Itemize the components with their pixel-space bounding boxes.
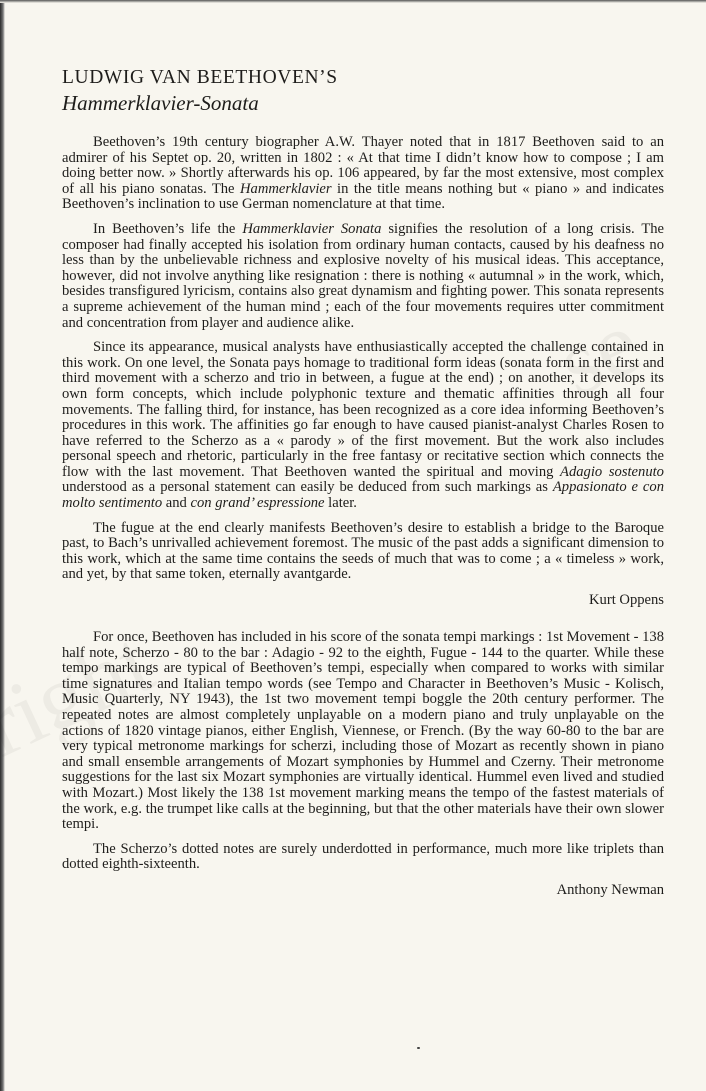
text-run: later.	[324, 495, 357, 512]
italic-run: Appasionato e con molto sentimento	[62, 479, 664, 512]
scan-edge-left	[0, 0, 5, 1091]
essay-newman	[62, 630, 664, 898]
paragraph	[62, 521, 664, 583]
author-signature-oppens: Kurt Oppens	[589, 592, 664, 609]
text-run: Beethoven’s 19th century biographer A.W. Thayer noted that in 1817 Beethoven said to an admirer of his Septet op. 20, written in 1802 : « At that time I didn’t know how to compose ; I am doing better now. » Shortly afterwards his op. 106 appeared, by far the most extensive, most complex of all his piano sonatas. The	[62, 134, 664, 197]
text-run: in the title means nothing but « piano » and indicates Beethoven’s inclination to use German nomenclature at that time.	[62, 180, 665, 213]
page-speck	[417, 1047, 420, 1049]
text-run: understood as a personal statement can easily be deduced from such markings as	[62, 479, 553, 496]
text-run: The fugue at the end clearly manifests Beethoven’s desire to establish a bridge to the Baroque past, to Bach’s unrivalled achievement foremost. The music of the past adds a significant dimension to this work, which at the same time contains the seeds of much that was to come ; a « timeless » work, and yet, by that same token, eternally avantgarde.	[62, 519, 664, 583]
italic-run: Hammerklavier Sonata	[242, 220, 382, 237]
text-run: For once, Beethoven has included in his score of the sonata tempi markings : 1st Movement - 138 half note, Scherzo - 80 to the bar : Adagio - 92 to the eighth, Fugue - 144 to the quarter. While these tempo markings are typical of Beethoven’s tempi, especially when compared to works with similar time signatures and Italian tempo words (see Tempo and Character in Beethoven’s Music - Kolisch, Music Quarterly, NY 1943), the 1st two movement tempi boggle the 20th century performer. The repeated notes are almost completely unplayable on a modern piano and truly unplayable on the actions of 1820 vintage pianos, either English, Viennese, or French. (By the way 60-80 to the bar are very typical metronome markings for scherzi, including those of Mozart as recently shown in piano and small ensemble arrangements of Mozart symphonies by Hummel and Czerny. Their metronome suggestions for the last six Mozart symphonies are virtually identical. Hummel even lived and studied with Mozart.) Most likely the 138 1st movement marking means the tempo of the fastest materials of the work, e.g. the trumpet like calls at the beginning, but that the other materials have their own slower tempi.	[62, 629, 664, 833]
italic-run: con grand’ espressione	[190, 495, 325, 512]
paragraph	[62, 630, 664, 833]
paragraph	[62, 135, 664, 213]
liner-notes-page	[62, 66, 664, 898]
paragraph	[62, 842, 664, 873]
text-run: and	[162, 495, 191, 512]
author-signature-newman: Anthony Newman	[556, 881, 664, 898]
article-heading: LUDWIG VAN BEETHOVEN’S	[62, 67, 338, 88]
paragraph	[62, 340, 664, 512]
scan-edge-top	[0, 0, 706, 3]
italic-run: Adagio sostenuto	[560, 463, 664, 480]
text-run: signifies the resolution of a long crisis. The composer had finally accepted his isolation from ordinary human contacts, caused by his deafness no less than by the unbelievable richness and explosive novelty of his musical ideas. This acceptance, however, did not involve anything like resignation : there is nothing « autumnal » in the work, which, besides transfigured lyricism, contains also great dynamism and fighting power. This sonata represents a supreme achievement of the human mind ; each of the four movements requires utter commitment and concentration from player and audience alike.	[62, 220, 665, 331]
essay-oppens	[62, 135, 664, 608]
text-run: In Beethoven’s life the	[93, 220, 243, 237]
text-run: The Scherzo’s dotted notes are surely underdotted in performance, much more like triplets than dotted eighth-sixteenth.	[62, 840, 664, 873]
italic-run: Hammerklavier	[240, 180, 332, 197]
article-subtitle: Hammerklavier-Sonata	[62, 91, 259, 115]
text-run: Since its appearance, musical analysts have enthusiastically accepted the challenge contained in this work. On one level, the Sonata pays homage to traditional form ideas (sonata form in the first and third movement with a scherzo and trio in between, a fugue at the end) ; on another, it develops its own form concepts, which include polyphonic texture and thematic affinities through all four movements. The falling third, for instance, has been recognized as a core idea informing Beethoven’s procedures in this work. The affinities go far enough to have caused pianist-analyst Charles Rosen to have referred to the Scherzo as a « parody » of the first movement. But the work also includes personal speech and rhetoric, particularly in the free fantasy or recitative section which connects the flow with the last movement. That Beethoven wanted the spiritual and moving	[62, 339, 664, 480]
paragraph	[62, 222, 664, 331]
